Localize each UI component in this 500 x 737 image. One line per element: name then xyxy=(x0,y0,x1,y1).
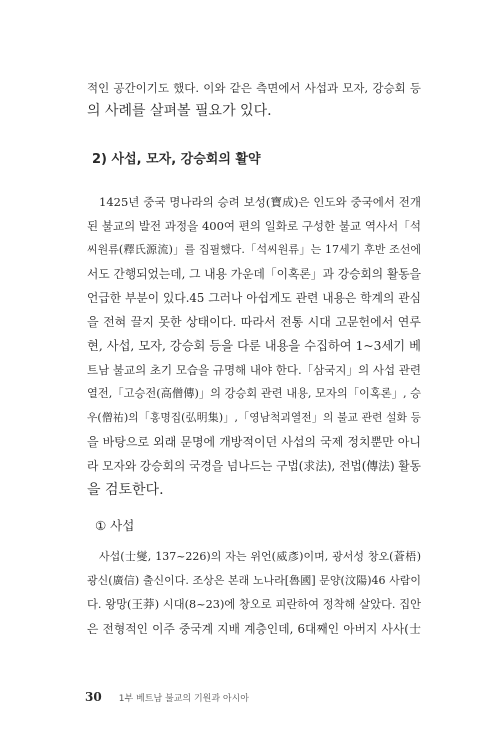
body-line: 사섭(士燮, 137~226)의 자는 위언(威彥)이며, 광서성 창오(蒼梧) xyxy=(99,550,421,563)
page-number: 30 xyxy=(85,690,102,704)
intro-line: 의 사례를 살펴볼 필요가 있다. xyxy=(87,103,272,119)
body-line: 언급한 부분이 있다.45 그러나 아쉽게도 관련 내용은 학계의 관심 xyxy=(87,291,421,305)
body-line: 씨원류(釋氏源流)」를 집필했다.「석씨원류」는 17세기 후반 조선에 xyxy=(87,243,421,256)
body-line: 은 전형적인 이주 중국계 지배 계층인데, 6대째인 아버지 사사(士 xyxy=(87,622,421,636)
section-heading: 2) 사섭, 모자, 강승회의 활약 xyxy=(92,152,261,167)
subsection-heading: ① 사섭 xyxy=(95,518,135,533)
body-line: 된 불교의 발전 과정을 400여 편의 일화로 구성한 불교 역사서「석 xyxy=(87,219,421,233)
body-line: 열전,「고승전(高僧傳)」의 강승회 관련 내용, 모자의「이혹론」, 승 xyxy=(87,387,421,400)
running-head: 1부 베트남 불교의 기원과 아시아 xyxy=(118,694,249,704)
page-footer xyxy=(85,686,249,705)
body-line: 트남 불교의 초기 모습을 규명해 내야 한다.「삼국지」의 사섭 관련 xyxy=(87,363,421,377)
body-line: 라 모자와 강승회의 국경을 넘나드는 구법(求法), 전법(傳法) 활동 xyxy=(87,459,421,473)
body-line: 다. 왕망(王莽) 시대(8~23)에 창오로 피란하여 정착해 살았다. 집안 xyxy=(87,598,421,611)
body-line: 서도 간행되었는데, 그 내용 가운데「이혹론」과 강승회의 활동을 xyxy=(87,267,421,281)
body-line: 을 검토한다. xyxy=(87,482,164,498)
body-line: 광신(廣信) 출신이다. 조상은 본래 노나라[魯國] 문양(汶陽)46 사람이 xyxy=(87,574,421,587)
body-line: 우(僧祐)의「홍명집(弘明集)」,「영남척괴열전」의 불교 관련 설화 등 xyxy=(87,411,421,424)
body-line: 1425년 중국 명나라의 승려 보성(寶成)은 인도와 중국에서 전개 xyxy=(99,195,421,209)
body-line: 을 바탕으로 외래 문명에 개방적이던 사섭의 국제 정치뿐만 아니 xyxy=(87,435,421,449)
body-line: 현, 사섭, 모자, 강승회 등을 다룬 내용을 수집하여 1~3세기 베 xyxy=(87,339,421,353)
body-line: 을 전혀 끌지 못한 상태이다. 따라서 전통 시대 고문헌에서 연루 xyxy=(87,315,421,329)
intro-line: 적인 공간이기도 했다. 이와 같은 측면에서 사섭과 모자, 강승회 등 xyxy=(87,81,421,95)
